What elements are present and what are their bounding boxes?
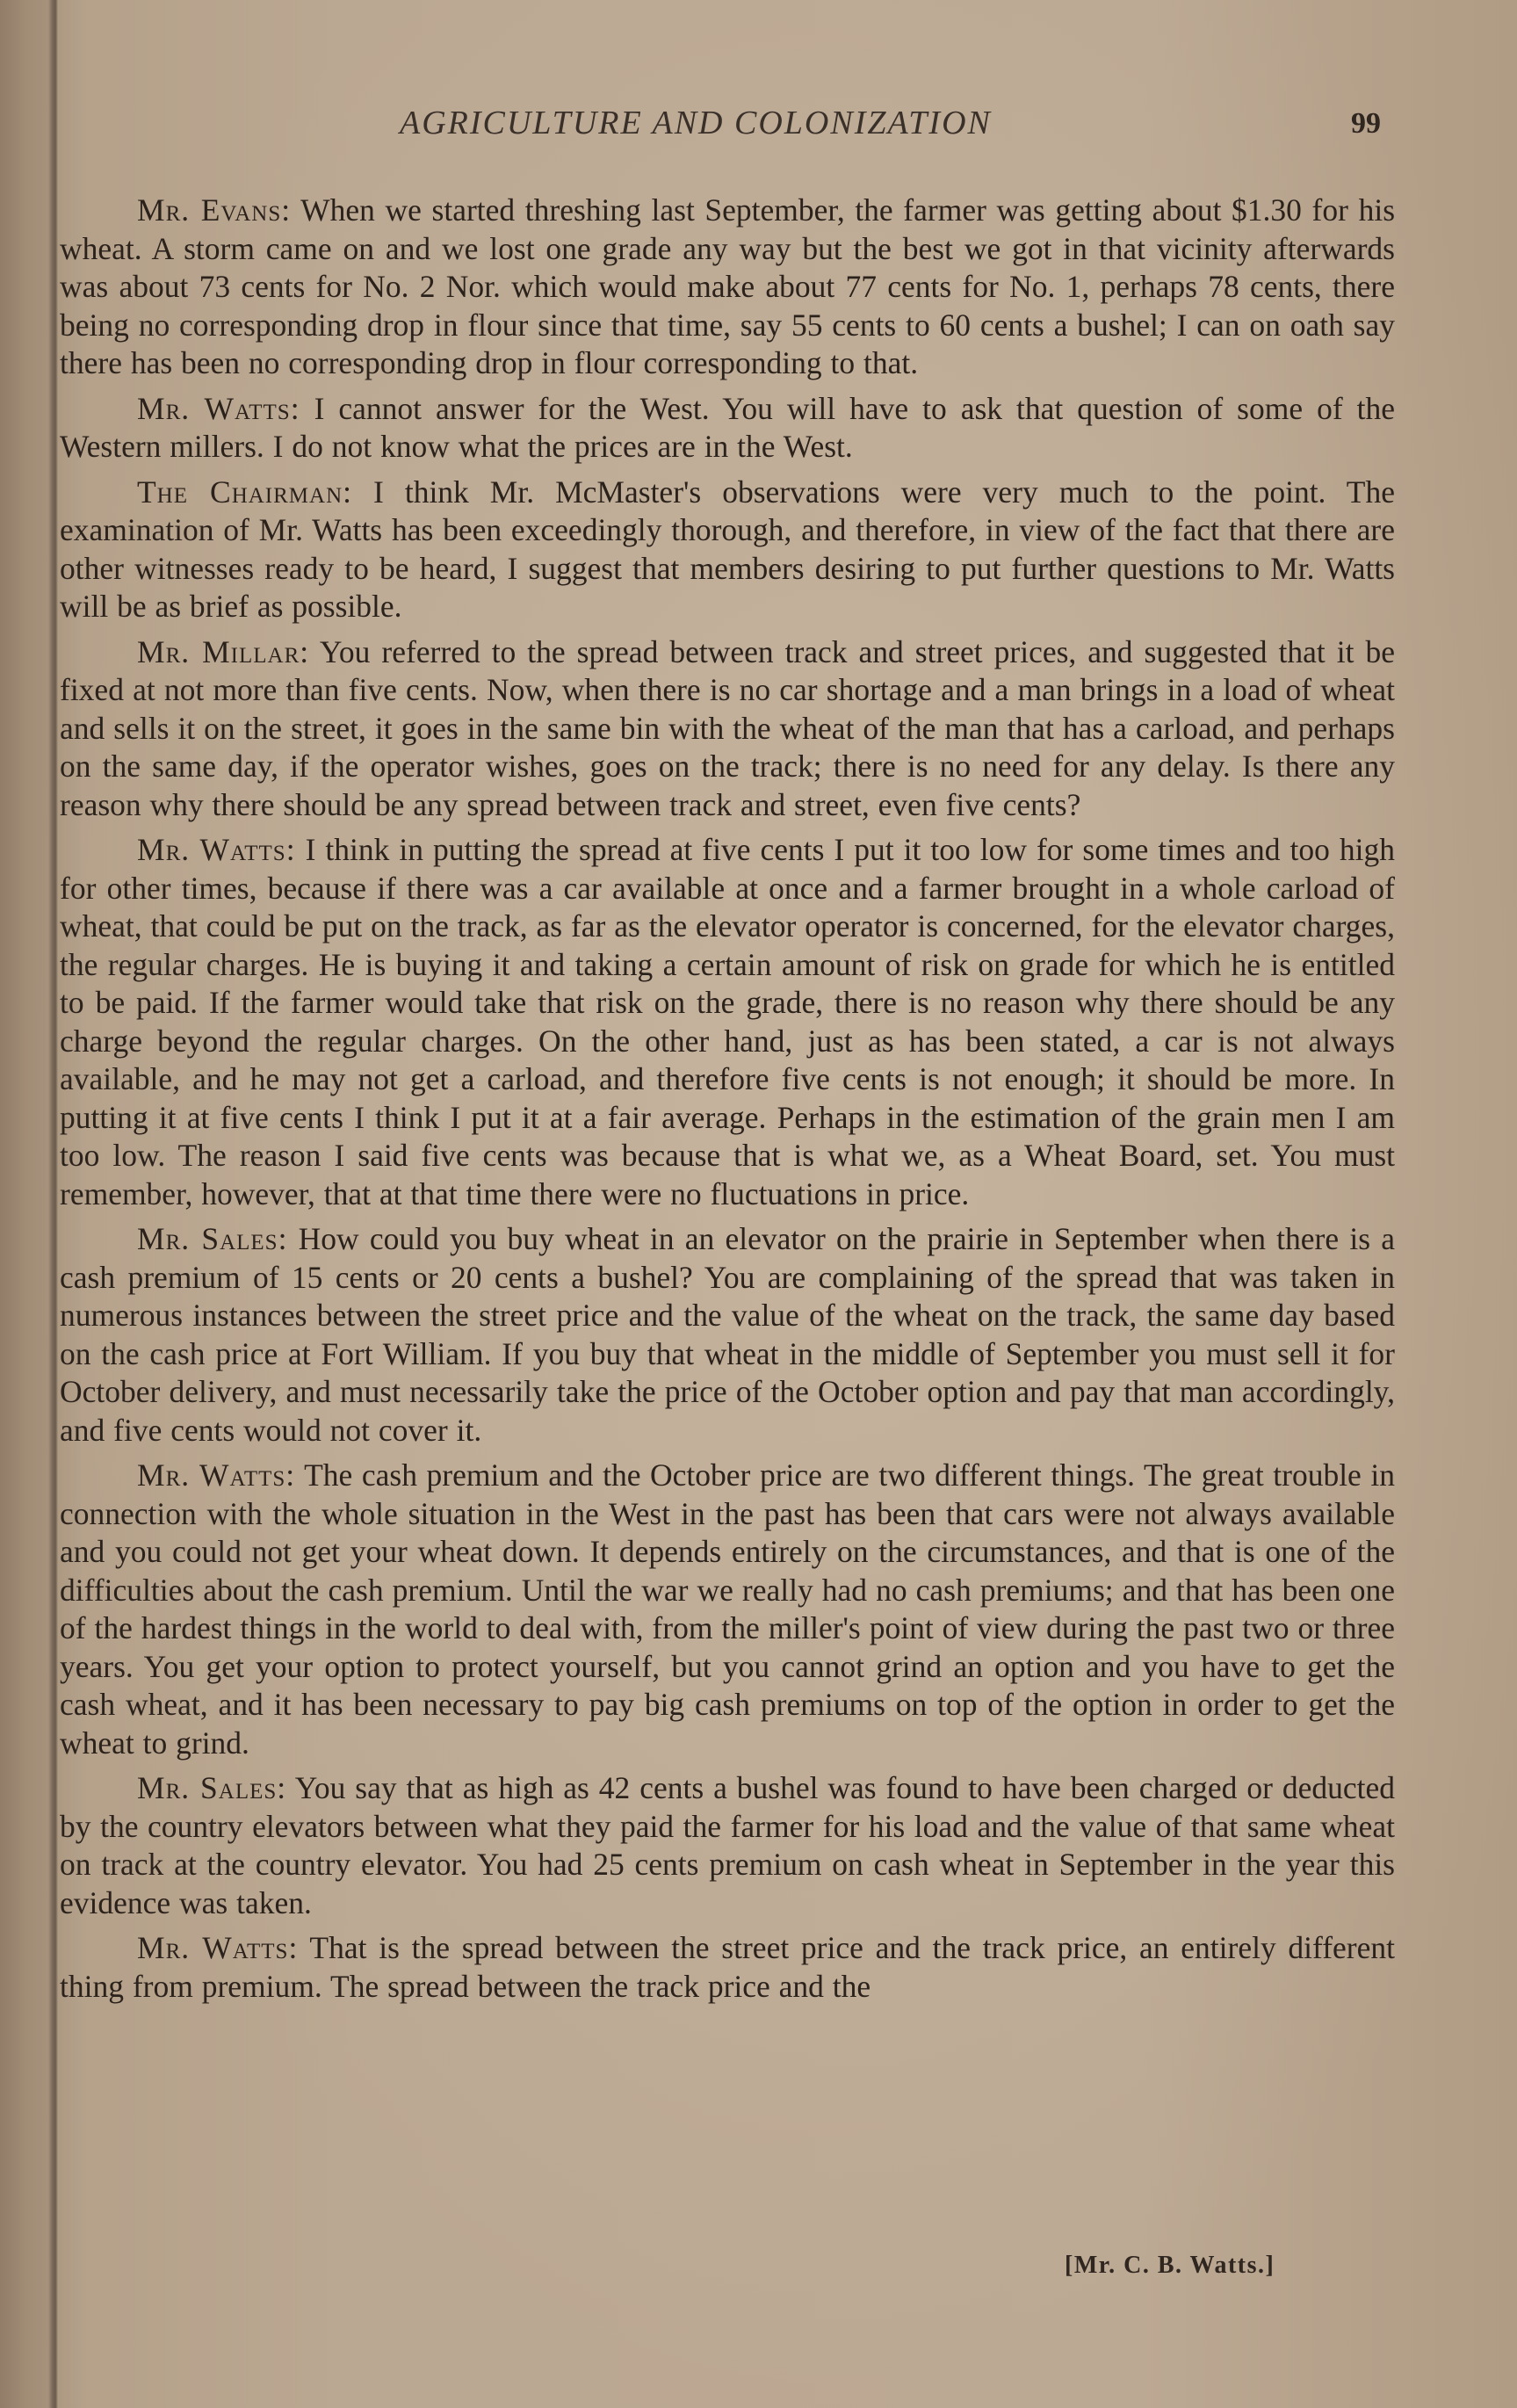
paragraph [60, 192, 1395, 383]
speaker-name: Mr. Sales: [137, 1221, 288, 1256]
paragraph-text: You referred to the spread between track and street prices, and suggested that it be fixed at not more than five cents. Now, when there is no car shortage and a man brings in a load of wheat and sells it on the street, it goes in the same bin with the wheat of the man that has a carload, and perhaps on the same day, if the operator wishes, goes on the track; there is no need for any delay. Is there any reason why there should be any spread between track and street, even five cents? [60, 633, 1395, 822]
speaker-name: Mr. Sales: [137, 1770, 287, 1805]
speaker-name: Mr. Watts: [137, 1930, 299, 1965]
paragraph [60, 1220, 1395, 1450]
speaker-name: Mr. Watts: [137, 1457, 296, 1493]
paragraph [60, 390, 1395, 466]
paragraph-text: When we started threshing last September, the farmer was getting about $1.30 for his wheat. A storm came on and we lost one grade any way but the best we got in that vicinity afterwards was about 73 cents for No. 2 Nor. which would make about 77 cents for No. 1, perhaps 78 cents, there being no corresponding drop in flour since that time, say 55 cents to 60 cents a bushel; I can on oath say there has been no corresponding drop in flour corresponding to that. [60, 192, 1396, 380]
paragraph-text: You say that as high as 42 cents a bushel was found to have been charged or deducted by the country elevators between what they paid the farmer for his load and the value of that same wheat on track at the country elevator. You had 25 cents premium on cash wheat in September in the year this evidence was taken. [60, 1770, 1395, 1920]
body-text [60, 192, 1395, 2013]
paragraph [60, 831, 1395, 1213]
paragraph [60, 1769, 1395, 1922]
paragraph-text: I think Mr. McMaster's observations were very much to the point. The examination of Mr. Watts has been exceedingly thorough, and therefore, in view of the fact that there are other witnesses ready to be heard, I suggest that members desiring to put further questions to Mr. Watts will be as brief as possible. [60, 474, 1395, 624]
speaker-name: Mr. Watts: [137, 832, 296, 867]
page-number: 99 [1351, 107, 1381, 140]
paragraph [60, 1929, 1395, 2006]
paragraph-text: I cannot answer for the West. You will have to ask that question of some of the Western millers. I do not know what the prices are in the West. [60, 390, 1396, 464]
paragraph [60, 1457, 1395, 1762]
page-header [0, 104, 1517, 156]
paragraph-text: I think in putting the spread at five cents I put it too low for some times and too high for other times, because if there was a car available at once and a farmer brought in a whole carload of wheat, that could be put on the track, as far as the elevator operator is concerned, for the elevator charges, the regular charges. He is buying it and taking a certain amount of risk on grade for which he is entitled to be paid. If the farmer would take that risk on the grade, there is no reason why there should be any charge beyond the regular charges. On the other hand, just as has been stated, a car is not always available, and he may not get a carload, and therefore five cents is not enough; it should be more. In putting it at five cents I think I put it at a fair average. Perhaps in the estimation of the grain men I am too low. The reason I said five cents was because that is what we, as a Wheat Board, set. You must remember, however, that at that time there were no fluctuations in price. [60, 832, 1395, 1211]
running-title: AGRICULTURE AND COLONIZATION [400, 105, 992, 141]
paragraph [60, 633, 1395, 825]
speaker-catchword: [Mr. C. B. Watts.] [1065, 2252, 1275, 2279]
speaker-name: Mr. Watts: [137, 390, 300, 426]
speaker-name: Mr. Evans: [137, 192, 292, 228]
paragraph-text: The cash premium and the October price are two different things. The great trouble in connection with the whole situation in the West in the past has been that cars were not always available and you could not get your wheat down. It depends entirely on the circumstances, and that is one of the difficulties about the cash premium. Until the war we really had no cash premiums; and that has been one of the hardest things in the world to deal with, from the miller's point of view during the past two or three years. You get your option to protect yourself, but you cannot grind an option and you have to get the cash wheat, and it has been necessary to pay big cash premiums on top of the option in order to get the wheat to grind. [60, 1457, 1395, 1761]
speaker-name: Mr. Millar: [137, 633, 310, 669]
paragraph-text: How could you buy wheat in an elevator on the prairie in September when there is a cash premium of 15 cents or 20 cents a bushel? You are complaining of the spread that was taken in numerous instances between the street price and the value of the wheat on the track, the same day based on the cash price at Fort William. If you buy that wheat in the middle of September you must sell it for October delivery, and must necessarily take the price of the October option and pay that man accordingly, and five cents would not cover it. [60, 1221, 1395, 1448]
binding-shadow [53, 0, 58, 2408]
paragraph [60, 474, 1395, 626]
paragraph-text: That is the spread between the street price and the track price, an entirely different thing from premium. The spread between the track price and the [60, 1930, 1395, 2004]
speaker-name: The Chairman: [137, 474, 352, 510]
